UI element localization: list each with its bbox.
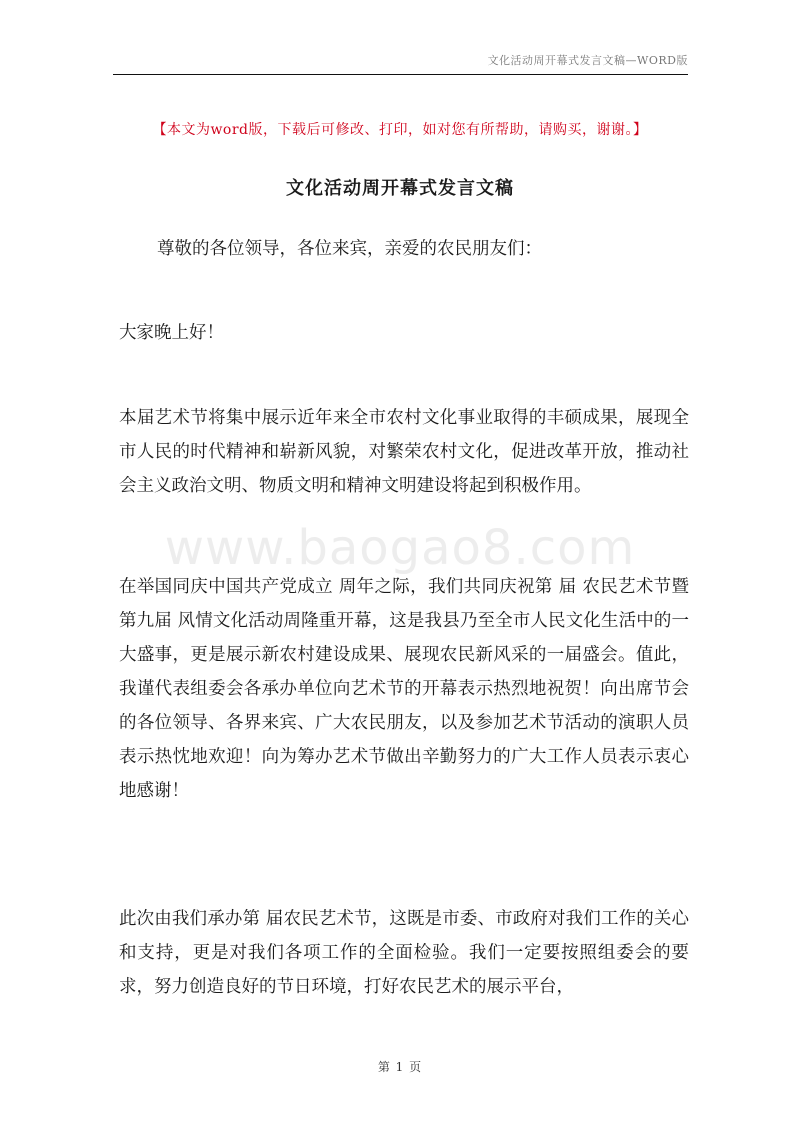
salutation-line: 大家晚上好！ [119,323,224,343]
body-paragraph: 本届艺术节将集中展示近年来全市农村文化事业取得的丰硕成果，展现全市人民的时代精神和崭新风貌，对繁荣农村文化，促进改革开放，推动社会主义政治文明、物质文明和精神文明建设将起到积极作用。 [119,408,689,496]
watermark: www.baogao8.com [164,520,636,576]
running-header: 文化活动周开幕式发言文稿—WORD版 [487,54,688,67]
header-divider [113,74,688,75]
body-paragraph: 此次由我们承办第 届农民艺术节，这既是市委、市政府对我们工作的关心和支持，更是对我们各项工作的全面检验。我们一定要按照组委会的要求，努力创造良好的节日环境，打好农民艺术的展示平台， [119,909,689,997]
greeting-line: 尊敬的各位领导，各位来宾，亲爱的农民朋友们： [157,239,542,259]
word-version-notice: 【本文为word版，下载后可修改、打印，如对您有所帮助，请购买，谢谢。】 [152,122,648,138]
document-title: 文化活动周开幕式发言文稿 [286,178,514,199]
page-number: 第 1 页 [377,1060,423,1074]
body-paragraph: 在举国同庆中国共产党成立 周年之际，我们共同庆祝第 届 农民艺术节暨第九届 风情文化活动周隆重开幕，这是我县乃至全市人民文化生活中的一大盛事，更是展示新农村建设成果、展现农民新风采的一届盛会。值此，我谨代表组委会各承办单位向艺术节的开幕表示热烈地祝贺！向出席节会的各位领导、各界来宾、广大农民朋友，以及参加艺术节活动的演职人员表示热忱地欢迎！向为筹办艺术节做出辛勤努力的广大工作人员表示衷心地感谢！ [119,577,689,801]
